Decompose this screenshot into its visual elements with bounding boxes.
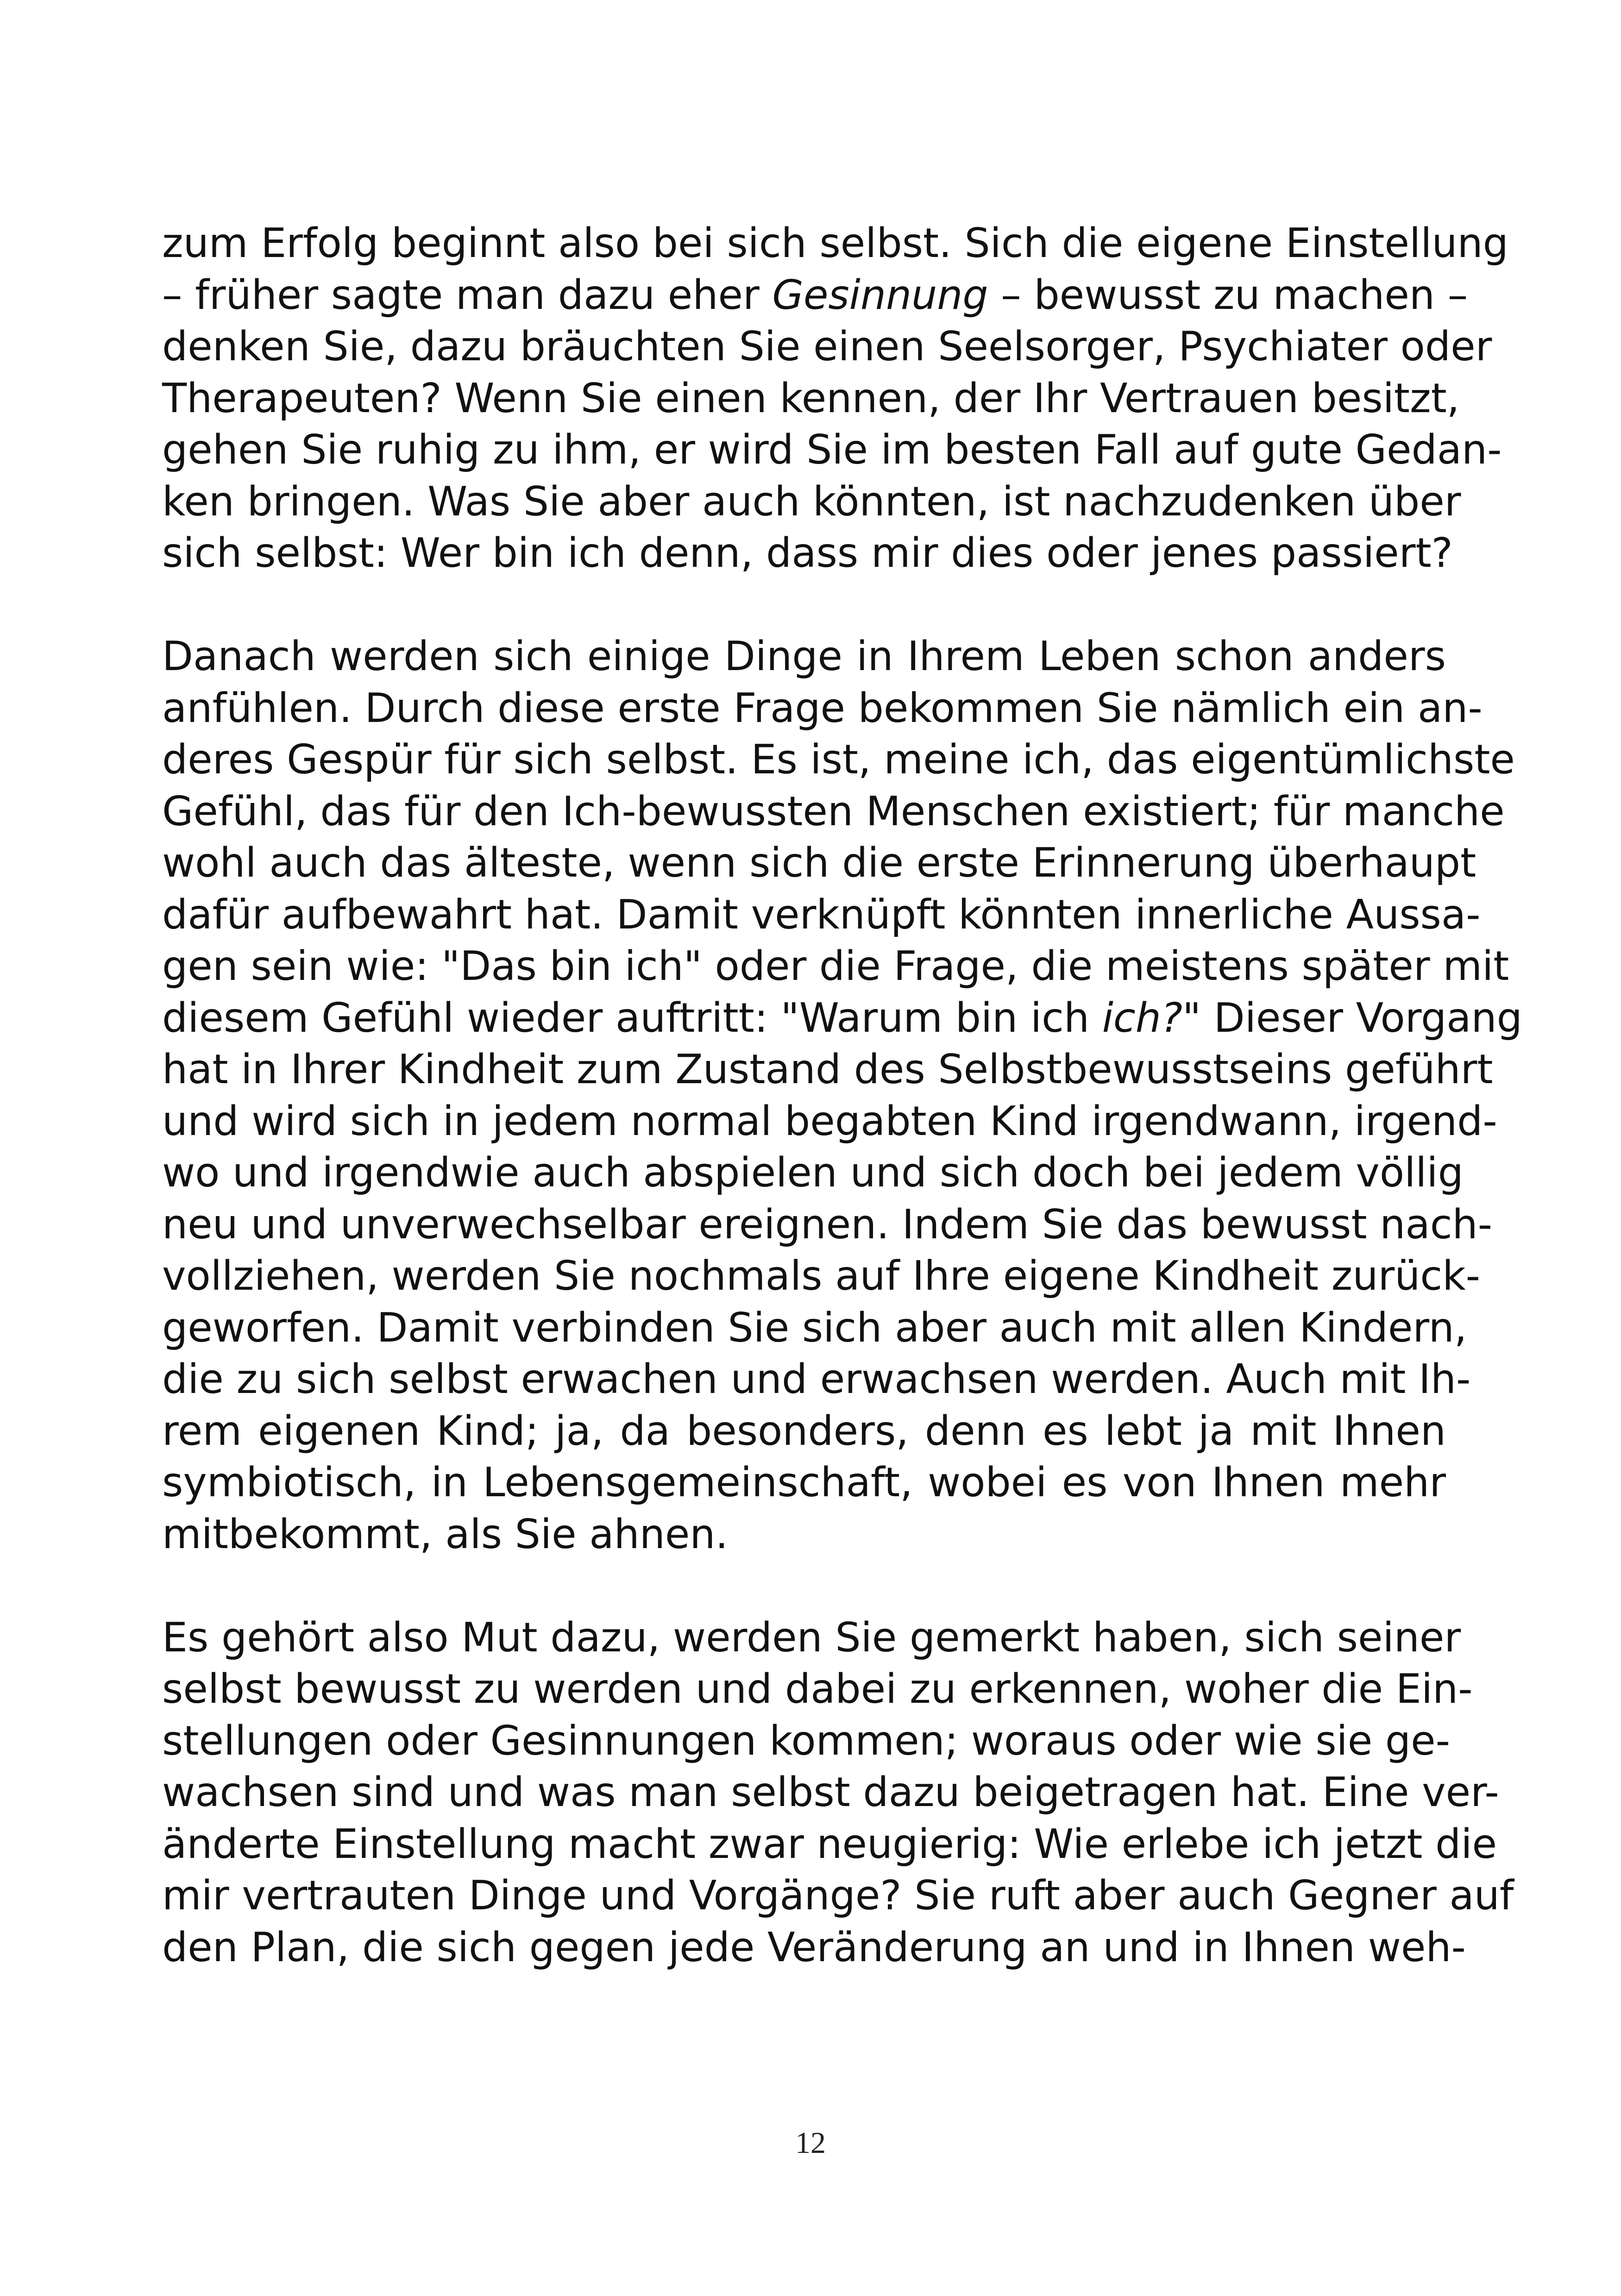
text-line (162, 373, 1460, 425)
paragraph-3 (162, 1612, 1514, 1974)
text-line (162, 1250, 1480, 1302)
text-line (162, 1457, 1446, 1509)
line-text: dafür aufbewahrt hat. Damit verknüpft könnten innerliche Aussa- (162, 891, 1481, 938)
line-text: symbiotisch, in Lebensgemeinschaft, wobei es von Ihnen mehr (162, 1459, 1446, 1506)
text-line (162, 527, 1453, 579)
text-line (162, 631, 1446, 683)
line-text: Gefühl, das für den Ich-bewussten Menschen existiert; für manche (162, 787, 1505, 835)
text-line (162, 476, 1461, 528)
line-text: " Dieser Vorgang (1182, 994, 1522, 1041)
text-line (162, 424, 1502, 476)
line-text: den Plan, die sich gegen jede Veränderung an und in Ihnen weh- (162, 1923, 1466, 1971)
line-text: – früher sagte man dazu eher (162, 271, 773, 319)
text-line (162, 1663, 1473, 1715)
line-text: die zu sich selbst erwachen und erwachsen werden. Auch mit Ih- (162, 1355, 1471, 1403)
text-line (162, 786, 1505, 838)
text-line (162, 1199, 1493, 1251)
text-line (162, 1715, 1451, 1767)
text-line (162, 1354, 1471, 1405)
text-line (162, 1612, 1461, 1664)
line-text: Es gehört also Mut dazu, werden Sie gemerkt haben, sich seiner (162, 1613, 1461, 1661)
line-text: mitbekommt, als Sie ahnen. (162, 1510, 729, 1558)
text-line (162, 992, 1522, 1044)
text-line (162, 1922, 1466, 1974)
text-line (162, 270, 1468, 321)
paragraph-2 (162, 631, 1522, 1560)
line-text: wachsen sind und was man selbst dazu beigetragen hat. Eine ver- (162, 1769, 1499, 1816)
text-line (162, 941, 1509, 992)
text-line (162, 1819, 1497, 1870)
text-line (162, 218, 1508, 270)
text-line (162, 321, 1492, 373)
line-text: mir vertrauten Dinge und Vorgänge? Sie ruft aber auch Gegner auf (162, 1872, 1514, 1919)
text-line (162, 1147, 1464, 1199)
line-text: gehen Sie ruhig zu ihm, er wird Sie im besten Fall auf gute Gedan- (162, 426, 1502, 473)
paragraph-1 (162, 218, 1508, 579)
line-text: neu und unverwechselbar ereignen. Indem Sie das bewusst nach- (162, 1200, 1493, 1248)
paragraph-gap (162, 1560, 1446, 1612)
text-line (162, 683, 1483, 734)
line-text: anfühlen. Durch diese erste Frage bekommen Sie nämlich ein an- (162, 684, 1483, 732)
line-text: änderte Einstellung macht zwar neugierig: Wie erlebe ich jetzt die (162, 1820, 1497, 1868)
line-text: selbst bewusst zu werden und dabei zu erkennen, woher die Ein- (162, 1665, 1473, 1713)
line-text: Danach werden sich einige Dinge in Ihrem Leben schon anders (162, 633, 1446, 680)
line-text: gen sein wie: "Das bin ich" oder die Frage, die meistens später mit (162, 942, 1509, 990)
emphasis-text: ich? (1102, 994, 1183, 1041)
text-line (162, 1767, 1499, 1819)
line-text: wohl auch das älteste, wenn sich die erste Erinnerung überhaupt (162, 839, 1476, 886)
text-line (162, 1044, 1493, 1096)
line-text: sich selbst: Wer bin ich denn, dass mir dies oder jenes passiert? (162, 529, 1453, 577)
line-text: – bewusst zu machen – (988, 271, 1468, 319)
text-line (162, 837, 1476, 889)
paragraph-gap (162, 579, 1446, 631)
line-text: vollziehen, werden Sie nochmals auf Ihre eigene Kindheit zurück- (162, 1252, 1480, 1299)
line-text: diesem Gefühl wieder auftritt: "Warum bin ich (162, 994, 1102, 1041)
line-text: rem eigenen Kind; ja, da besonders, denn es lebt ja mit Ihnen (162, 1407, 1446, 1455)
line-text: wo und irgendwie auch abspielen und sich doch bei jedem völlig (162, 1149, 1464, 1196)
line-text: deres Gespür für sich selbst. Es ist, meine ich, das eigentümlichste (162, 736, 1515, 783)
line-text: ken bringen. Was Sie aber auch könnten, ist nachzudenken über (162, 477, 1461, 525)
line-text: denken Sie, dazu bräuchten Sie einen Seelsorger, Psychiater oder (162, 323, 1492, 370)
emphasis-text: Gesinnung (772, 271, 988, 319)
page-number: 12 (795, 2126, 826, 2160)
line-text: stellungen oder Gesinnungen kommen; woraus oder wie sie ge- (162, 1717, 1451, 1764)
text-line (162, 734, 1515, 786)
text-line (162, 1405, 1446, 1457)
line-text: zum Erfolg beginnt also bei sich selbst. Sich die eigene Einstellung (162, 220, 1508, 267)
line-text: und wird sich in jedem normal begabten Kind irgendwann, irgend- (162, 1097, 1497, 1145)
text-line (162, 1870, 1514, 1922)
text-line (162, 1302, 1467, 1354)
line-text: geworfen. Damit verbinden Sie sich aber auch mit allen Kindern, (162, 1304, 1467, 1351)
text-line (162, 1509, 1446, 1561)
text-line (162, 889, 1481, 941)
text-line (162, 1096, 1497, 1148)
line-text: Therapeuten? Wenn Sie einen kennen, der Ihr Vertrauen besitzt, (162, 374, 1460, 422)
body-text (162, 218, 1522, 1973)
line-text: hat in Ihrer Kindheit zum Zustand des Selbstbewusstseins geführt (162, 1046, 1493, 1093)
